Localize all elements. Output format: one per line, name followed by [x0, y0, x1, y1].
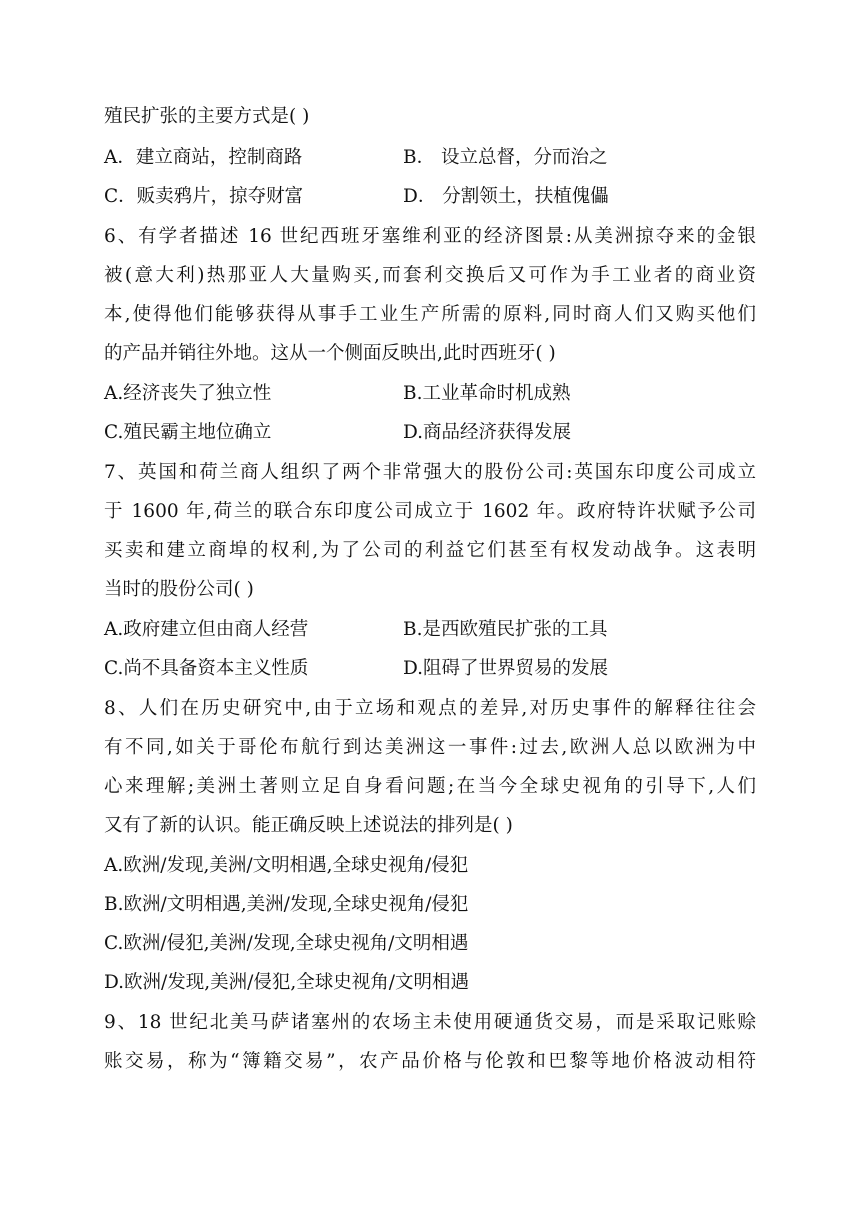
- q7-line-4: 当时的股份公司( ): [104, 579, 254, 600]
- q6-option-c: C.殖民霸主地位确立: [104, 422, 272, 443]
- q6-line-2: 被(意大利)热那亚人大量购买,而套利交换后又可作为手工业者的商业资: [104, 265, 756, 286]
- q8-line-4: 又有了新的认识。能正确反映上述说法的排列是( ): [104, 815, 513, 836]
- q5-option-d: D． 分割领土，扶植傀儡: [403, 186, 609, 207]
- q6-option-b: B.工业革命时机成熟: [403, 383, 571, 404]
- q6-option-a: A.经济丧失了独立性: [104, 383, 272, 404]
- q5-option-a: A．建立商站，控制商路: [104, 147, 303, 168]
- q8-option-c: C.欧洲/侵犯,美洲/发现,全球史视角/文明相遇: [104, 933, 469, 954]
- q8-option-b: B.欧洲/文明相遇,美洲/发现,全球史视角/侵犯: [104, 894, 469, 915]
- q7-line-3: 买卖和建立商埠的权利,为了公司的利益它们甚至有权发动战争。这表明: [104, 540, 756, 561]
- q7-line-2: 于 1600 年,荷兰的联合东印度公司成立于 1602 年。政府特许状赋予公司: [104, 501, 756, 522]
- q8-line-3: 心来理解;美洲土著则立足自身看问题;在当今全球史视角的引导下,人们: [104, 776, 756, 797]
- q7-option-d: D.阻碍了世界贸易的发展: [403, 658, 609, 679]
- q6-option-d: D.商品经济获得发展: [403, 422, 572, 443]
- q5-option-b: B． 设立总督，分而治之: [403, 147, 608, 168]
- q8-option-a: A.欧洲/发现,美洲/文明相遇,全球史视角/侵犯: [104, 855, 469, 876]
- q7-line-1: 7、英国和荷兰商人组织了两个非常强大的股份公司:英国东印度公司成立: [104, 462, 756, 483]
- q5-option-c: C．贩卖鸦片，掠夺财富: [104, 186, 304, 207]
- q9-line-2: 账交易，称为“簿籍交易”，农产品价格与伦敦和巴黎等地价格波动相符: [104, 1051, 756, 1072]
- q7-option-a: A.政府建立但由商人经营: [104, 619, 309, 640]
- q6-line-4: 的产品并销往外地。这从一个侧面反映出,此时西班牙( ): [104, 343, 556, 364]
- q6-line-3: 本,使得他们能够获得从事手工业生产所需的原料,同时商人们又购买他们: [104, 304, 756, 325]
- q7-option-c: C.尚不具备资本主义性质: [104, 658, 309, 679]
- q8-line-1: 8、人们在历史研究中,由于立场和观点的差异,对历史事件的解释往往会: [104, 698, 756, 719]
- q8-option-d: D.欧洲/发现,美洲/侵犯,全球史视角/文明相遇: [104, 972, 470, 993]
- q6-line-1: 6、有学者描述 16 世纪西班牙塞维利亚的经济图景:从美洲掠夺来的金银: [104, 226, 756, 247]
- q5-stem-tail: 殖民扩张的主要方式是( ): [104, 106, 310, 127]
- q9-line-1: 9、18 世纪北美马萨诸塞州的农场主未使用硬通货交易，而是采取记账赊: [104, 1012, 756, 1033]
- q8-line-2: 有不同,如关于哥伦布航行到达美洲这一事件:过去,欧洲人总以欧洲为中: [104, 737, 756, 758]
- q7-option-b: B.是西欧殖民扩张的工具: [403, 619, 608, 640]
